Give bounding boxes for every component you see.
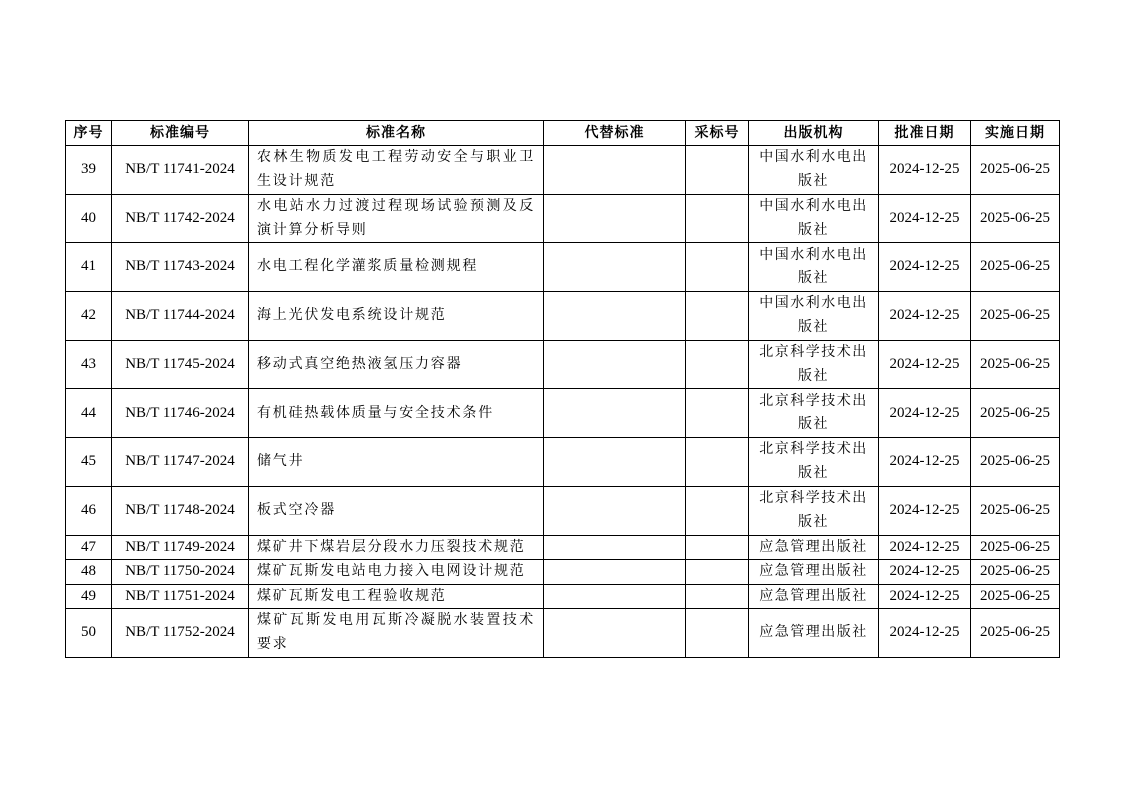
table-row [66,194,1060,243]
replaced-standard-cell [544,560,686,585]
seq-cell: 41 [66,243,112,292]
standard-code-cell: NB/T 11750-2024 [112,560,249,585]
approval-date-cell: 2024-12-25 [879,340,971,389]
standard-code-cell: NB/T 11749-2024 [112,535,249,560]
seq-cell: 50 [66,609,112,658]
standard-code-cell: NB/T 11747-2024 [112,438,249,487]
publisher-cell: 中国水利水电出版社 [749,146,879,195]
adopted-standard-cell [686,292,749,341]
approval-date-cell: 2024-12-25 [879,535,971,560]
adopted-standard-cell [686,535,749,560]
replaced-standard-cell [544,243,686,292]
standard-code-cell: NB/T 11744-2024 [112,292,249,341]
seq-cell: 47 [66,535,112,560]
approval-date-cell: 2024-12-25 [879,194,971,243]
table-row [66,243,1060,292]
publisher-cell: 北京科学技术出版社 [749,389,879,438]
publisher-cell: 应急管理出版社 [749,609,879,658]
adopted-standard-cell [686,584,749,609]
adopted-standard-cell [686,438,749,487]
table-row [66,609,1060,658]
standard-code-cell: NB/T 11742-2024 [112,194,249,243]
publisher-cell: 中国水利水电出版社 [749,243,879,292]
seq-cell: 48 [66,560,112,585]
replaced-standard-cell [544,389,686,438]
header-adopted-standard: 采标号 [686,121,749,146]
approval-date-cell: 2024-12-25 [879,560,971,585]
header-effective-date: 实施日期 [971,121,1060,146]
approval-date-cell: 2024-12-25 [879,389,971,438]
standard-name-cell: 煤矿瓦斯发电站电力接入电网设计规范 [249,560,544,585]
table-row [66,389,1060,438]
standard-code-cell: NB/T 11743-2024 [112,243,249,292]
standard-name-cell: 农林生物质发电工程劳动安全与职业卫生设计规范 [249,146,544,195]
header-standard-code: 标准编号 [112,121,249,146]
adopted-standard-cell [686,340,749,389]
standard-name-cell: 板式空冷器 [249,486,544,535]
approval-date-cell: 2024-12-25 [879,486,971,535]
table-row [66,535,1060,560]
adopted-standard-cell [686,146,749,195]
standard-code-cell: NB/T 11746-2024 [112,389,249,438]
effective-date-cell: 2025-06-25 [971,438,1060,487]
header-approval-date: 批准日期 [879,121,971,146]
standards-table [65,120,1060,658]
approval-date-cell: 2024-12-25 [879,438,971,487]
table-row [66,292,1060,341]
header-seq: 序号 [66,121,112,146]
header-publisher: 出版机构 [749,121,879,146]
header-replaced-standard: 代替标准 [544,121,686,146]
header-standard-name: 标准名称 [249,121,544,146]
table-row [66,340,1060,389]
effective-date-cell: 2025-06-25 [971,535,1060,560]
seq-cell: 49 [66,584,112,609]
seq-cell: 44 [66,389,112,438]
approval-date-cell: 2024-12-25 [879,243,971,292]
standard-name-cell: 有机硅热载体质量与安全技术条件 [249,389,544,438]
seq-cell: 39 [66,146,112,195]
approval-date-cell: 2024-12-25 [879,292,971,341]
publisher-cell: 中国水利水电出版社 [749,292,879,341]
publisher-cell: 北京科学技术出版社 [749,486,879,535]
approval-date-cell: 2024-12-25 [879,609,971,658]
publisher-cell: 应急管理出版社 [749,535,879,560]
publisher-cell: 北京科学技术出版社 [749,340,879,389]
standard-name-cell: 移动式真空绝热液氢压力容器 [249,340,544,389]
table-row [66,438,1060,487]
replaced-standard-cell [544,340,686,389]
effective-date-cell: 2025-06-25 [971,609,1060,658]
adopted-standard-cell [686,243,749,292]
table-header-row [66,121,1060,146]
replaced-standard-cell [544,146,686,195]
standard-code-cell: NB/T 11745-2024 [112,340,249,389]
publisher-cell: 北京科学技术出版社 [749,438,879,487]
seq-cell: 40 [66,194,112,243]
replaced-standard-cell [544,584,686,609]
standard-name-cell: 水电工程化学灌浆质量检测规程 [249,243,544,292]
effective-date-cell: 2025-06-25 [971,584,1060,609]
table-row [66,146,1060,195]
approval-date-cell: 2024-12-25 [879,584,971,609]
adopted-standard-cell [686,194,749,243]
seq-cell: 45 [66,438,112,487]
effective-date-cell: 2025-06-25 [971,389,1060,438]
adopted-standard-cell [686,486,749,535]
table-row [66,486,1060,535]
standard-code-cell: NB/T 11748-2024 [112,486,249,535]
seq-cell: 46 [66,486,112,535]
seq-cell: 42 [66,292,112,341]
standard-name-cell: 水电站水力过渡过程现场试验预测及反演计算分析导则 [249,194,544,243]
standard-name-cell: 煤矿井下煤岩层分段水力压裂技术规范 [249,535,544,560]
effective-date-cell: 2025-06-25 [971,340,1060,389]
effective-date-cell: 2025-06-25 [971,486,1060,535]
replaced-standard-cell [544,535,686,560]
replaced-standard-cell [544,486,686,535]
standard-name-cell: 储气井 [249,438,544,487]
table-row [66,584,1060,609]
standard-name-cell: 海上光伏发电系统设计规范 [249,292,544,341]
replaced-standard-cell [544,609,686,658]
standard-name-cell: 煤矿瓦斯发电用瓦斯冷凝脱水装置技术要求 [249,609,544,658]
publisher-cell: 中国水利水电出版社 [749,194,879,243]
effective-date-cell: 2025-06-25 [971,146,1060,195]
publisher-cell: 应急管理出版社 [749,584,879,609]
adopted-standard-cell [686,389,749,438]
replaced-standard-cell [544,438,686,487]
table-row [66,560,1060,585]
replaced-standard-cell [544,194,686,243]
effective-date-cell: 2025-06-25 [971,194,1060,243]
standard-code-cell: NB/T 11752-2024 [112,609,249,658]
effective-date-cell: 2025-06-25 [971,243,1060,292]
standard-name-cell: 煤矿瓦斯发电工程验收规范 [249,584,544,609]
effective-date-cell: 2025-06-25 [971,292,1060,341]
adopted-standard-cell [686,609,749,658]
standard-code-cell: NB/T 11751-2024 [112,584,249,609]
replaced-standard-cell [544,292,686,341]
approval-date-cell: 2024-12-25 [879,146,971,195]
publisher-cell: 应急管理出版社 [749,560,879,585]
standard-code-cell: NB/T 11741-2024 [112,146,249,195]
effective-date-cell: 2025-06-25 [971,560,1060,585]
adopted-standard-cell [686,560,749,585]
seq-cell: 43 [66,340,112,389]
